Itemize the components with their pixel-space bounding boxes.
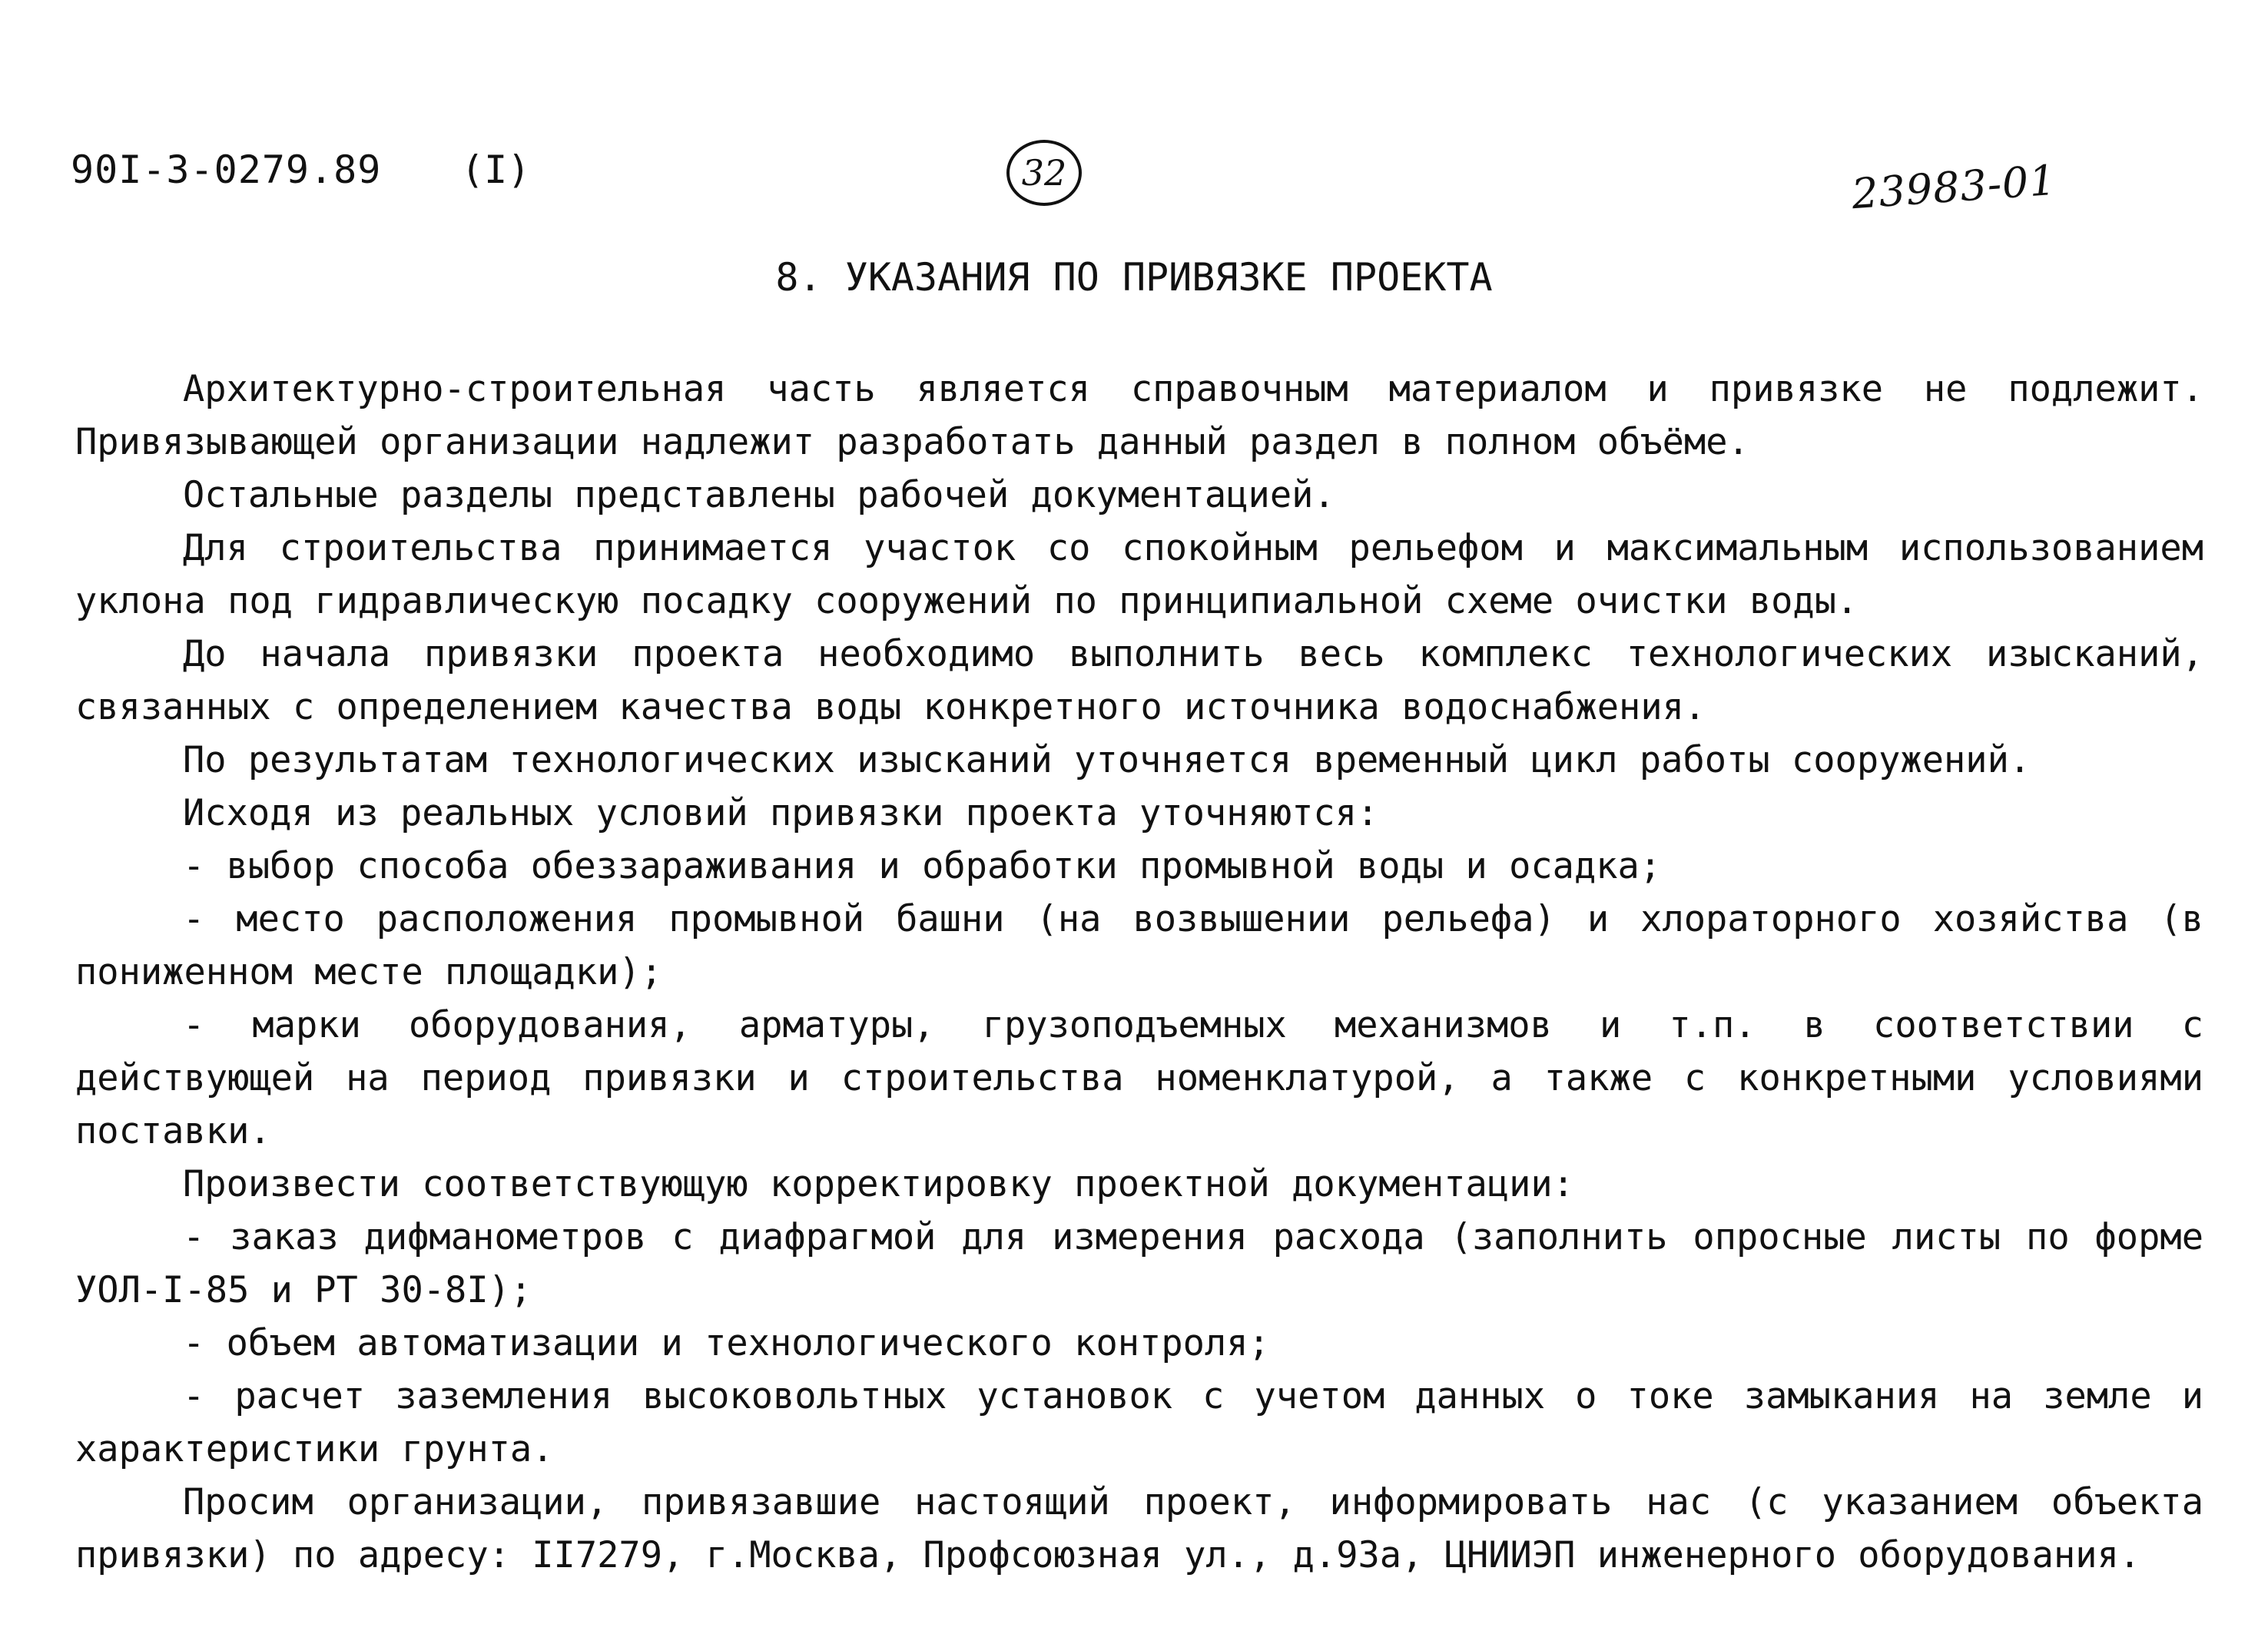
body-text [75, 363, 2203, 1582]
page-number: 32 [1021, 152, 1067, 194]
paragraph: Архитектурно-строительная часть является справочным материалом и привязке не подлежит. Привязывающей организации надлежит разработать данный раздел в полном объёме. [75, 368, 2203, 463]
paragraph: Произвести соответствующую корректировку проектной документации: [183, 1163, 1574, 1205]
paragraph: Просим организации, привязавшие настоящий проект, информировать нас (с указанием объекта привязки) по адресу: II7279, г.Москва, Профсоюзная ул., д.93а, ЦНИИЭП инженерного оборудования. [75, 1481, 2203, 1576]
document-code: 90I-3-0279.89 [71, 147, 382, 192]
paragraph: Исходя из реальных условий привязки проекта уточняются: [183, 792, 1379, 834]
paragraph: По результатам технологических изысканий уточняется временный цикл работы сооружений. [183, 739, 2031, 781]
list-item: - заказ дифманометров с диафрагмой для измерения расхода (заполнить опросные листы по форме УОЛ-I-85 и РТ 30-8I); [75, 1216, 2203, 1311]
page-number-circle [1006, 140, 1082, 206]
list-item: - выбор способа обеззараживания и обработки промывной воды и осадка; [183, 845, 1662, 887]
handwritten-inventory-number: 23983-01 [1850, 155, 2058, 219]
paragraph: Для строительства принимается участок со спокойным рельефом и максимальным использованием уклона под гидравлическую посадку сооружений по принципиальной схеме очистки воды. [75, 527, 2203, 622]
list-item: - место расположения промывной башни (на возвышении рельефа) и хлораторного хозяйства (в пониженном месте площадки); [75, 898, 2203, 993]
section-title: 8. УКАЗАНИЯ ПО ПРИВЯЗКЕ ПРОЕКТА [775, 255, 1493, 300]
list-item: - расчет заземления высоковольтных установок с учетом данных о токе замыкания на земле и характеристики грунта. [75, 1375, 2203, 1470]
paragraph: Остальные разделы представлены рабочей документацией. [183, 474, 1335, 516]
list-item: - объем автоматизации и технологического контроля; [183, 1322, 1270, 1364]
list-item: - марки оборудования, арматуры, грузоподъемных механизмов и т.п. в соответствии с действующей на период привязки и строительства номенклатурой, а также с конкретными условиями поставки. [75, 1004, 2203, 1152]
sheet-marker: (I) [461, 147, 531, 192]
paragraph: До начала привязки проекта необходимо выполнить весь комплекс технологических изысканий, связанных с определением качества воды конкретного источника водоснабжения. [75, 633, 2203, 728]
